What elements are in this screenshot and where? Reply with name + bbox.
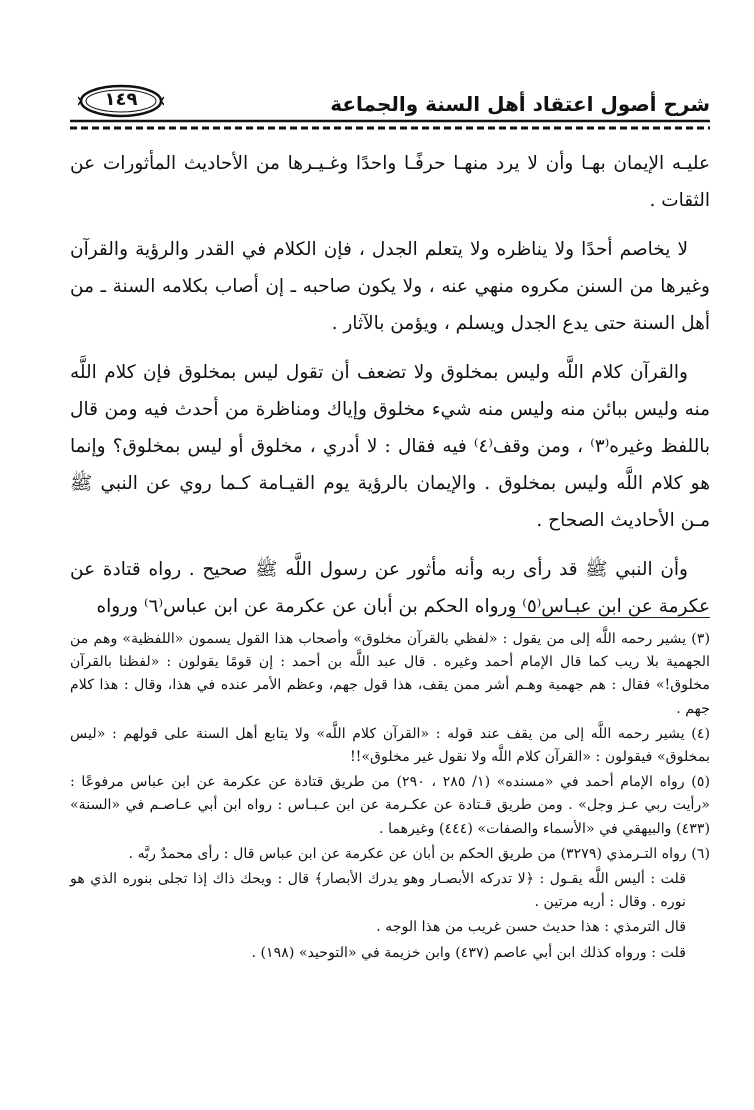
book-title: شرح أصول اعتقاد أهل السنة والجماعة [330,92,710,116]
paragraph-1: عليـه الإيمان بهـا وأن لا يرد منهـا حرفًـا واحدًا وغـيـرها من الأحاديث المأثورات عن الثقات . [70,153,710,211]
footnote-6-cont-3: قلت : ورواه كذلك ابن أبي عاصم (٤٣٧) وابن خزيمة في «التوحيد» (١٩٨) . [251,944,686,961]
footnote-divider [510,617,710,618]
footnote-3: (٣) يشير رحمه اللَّه إلى من يقول : «لفظي بالقرآن مخلوق» وأصحاب هذا القول يسمون «اللفظية» وهم من الجهمية بلا ريب كما قال الإمام أحمد وغيره . قال عبد اللَّه بن أحمد : إن قومًا يقولون : «لفظنا بالقرآن مخلوق!» فقال : هم جهمية وهـم أشر ممن يقف، هذا قول جهم، وعظم الأمر عنده في هذا، وقال : هذا كلام جهم . [70,631,710,717]
paragraph-3: والقرآن كلام اللَّه وليس بمخلوق ولا تضعف أن تقول ليس بمخلوق فإن كلام اللَّه منه وليس ببائن منه وليس منه شيء مخلوق وإياك ومناظرة من أحدث فيه ومن قال باللفظ وغيره⁽٣⁾ ، ومن وقف⁽٤⁾ فيه فقال : لا أدري ، مخلوق أو ليس بمخلوق؟ وإنما هو كلام اللَّه وليس بمخلوق . والإيمان بالرؤية يوم القيـامة كـما روي عن النبي ﷺ مـن الأحاديث الصحاح . [70,362,710,531]
footnotes [70,628,710,967]
footnote-6-cont-1: قلت : أليس اللَّه يقـول : ﴿لا تدركه الأبصـار وهو يدرك الأبصار﴾ قال : ويحك ذاك إذا تجلى بنوره الذي هو نوره . وقال : أريه مرتين . [70,871,686,911]
footnote-6: (٦) رواه التـرمذي (٣٢٧٩) من طريق الحكم بن أبان عن عكرمة عن ابن عباس قال : رأى محمدٌ ربَّه . [128,845,710,862]
paragraph-4: وأن النبي ﷺ قد رأى ربه وأنه مأثور عن رسول اللَّه ﷺ صحيح . رواه قتادة عن عكرمة عن ابن عبـاس⁽٥⁾ ورواه الحكم بن أبان عن عكرمة عن ابن عباس⁽٦⁾ ورواه [70,559,710,617]
header-rule [70,118,710,132]
page-number-badge [78,84,164,118]
footnote-5: (٥) رواه الإمام أحمد في «مسنده» (١/ ٢٨٥ ، ٢٩٠) من طريق قتادة عن عكرمة عن ابن عباس مرفوعًا : «رأيت ربي عـز وجل» . ومن طريق قـتادة عن عكـرمة عن ابن عـبـاس : رواه ابن أبي عـاصـم في «السنة» (٤٣٣) والبيهقي في «الأسماء والصفات» (٤٤٤) وغيرهما . [70,774,710,837]
main-text [70,145,710,637]
page-number: ١٤٩ [104,89,138,110]
paragraph-2: لا يخاصم أحدًا ولا يناظره ولا يتعلم الجدل ، فإن الكلام في القدر والرؤية والقرآن وغيرها من السنن مكروه منهي عنه ، ولا يكون صاحبه ـ إن أصاب بكلامه السنة ـ من أهل السنة حتى يدع الجدل ويسلم ، ويؤمن بالآثار . [70,239,710,334]
footnote-4: (٤) يشير رحمه اللَّه إلى من يقف عند قوله : «القرآن كلام اللَّه» ولا يتابع أهل السنة على قولهم : «ليس بمخلوق» فيقولون : «القرآن كلام اللَّه ولا نقول غير مخلوق»!! [70,725,710,766]
page-header [70,82,710,132]
footnote-6-cont-2: قال الترمذي : هذا حديث حسن غريب من هذا الوجه . [376,919,686,936]
